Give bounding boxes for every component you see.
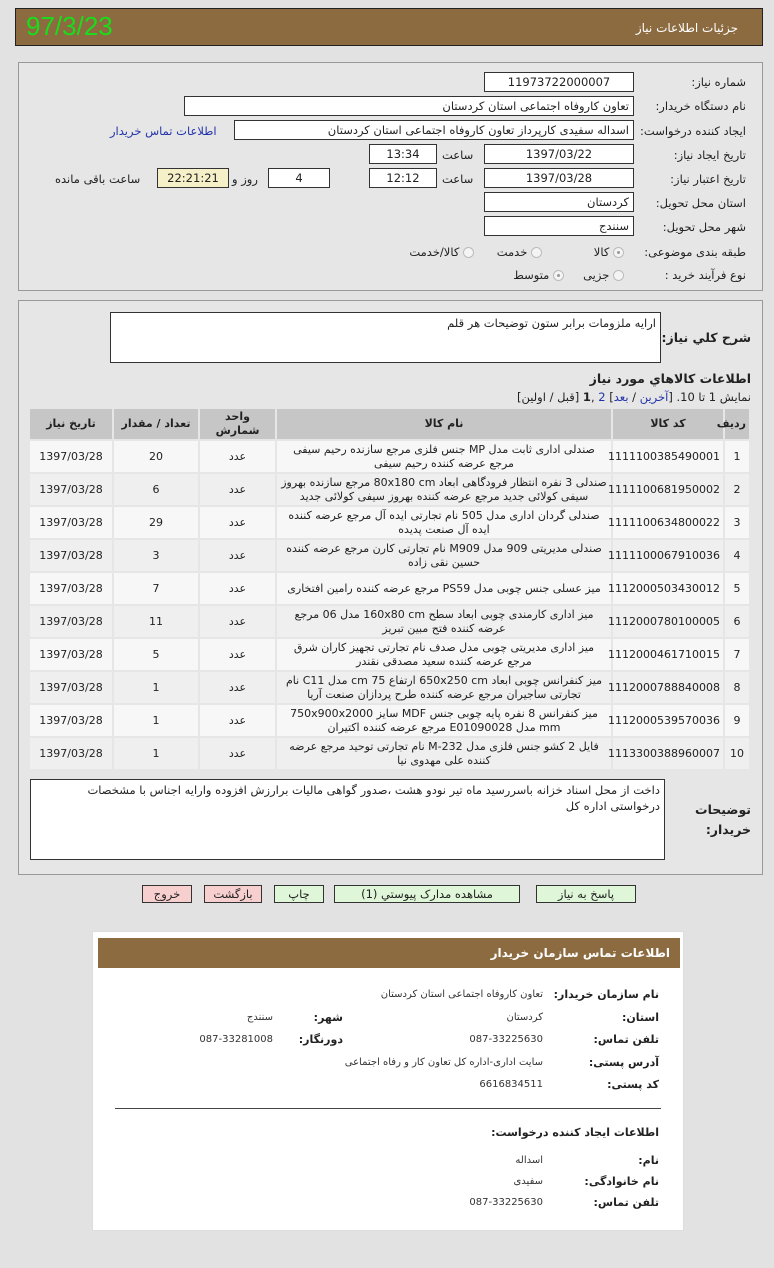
radio-icon: [553, 270, 564, 281]
cell-unit: عدد: [199, 506, 276, 539]
valid-time-label: ساعت: [442, 172, 474, 186]
province-label: استان:: [622, 1011, 659, 1024]
table-row: [29, 539, 750, 572]
cell-quantity: 1: [113, 704, 199, 737]
first-name-value: اسداله: [515, 1155, 543, 1166]
created-date-field: 1397/03/22: [484, 144, 634, 164]
cell-item-code: 1111100067910036: [612, 539, 724, 572]
cell-item-code: 1111100385490001: [612, 440, 724, 473]
paging-current-page: 1: [582, 390, 591, 404]
attachments-button[interactable]: مشاهده مدارک پیوستي (1): [334, 885, 520, 903]
table-row: [29, 473, 750, 506]
process-label: نوع فرآیند خرید :: [664, 268, 746, 282]
need-number-label: شماره نیاز:: [691, 75, 746, 89]
fax-label: دورنگار:: [298, 1033, 343, 1046]
radio-icon: [613, 270, 624, 281]
cell-item-code: 1112000503430012: [612, 572, 724, 605]
cell-unit: عدد: [199, 638, 276, 671]
postal-label: کد پستی:: [607, 1078, 659, 1091]
address-value: سایت اداری-اداره کل تعاون کار و رفاه اجتماعی: [344, 1057, 543, 1068]
province-value: کردستان: [506, 1012, 543, 1023]
last-name-value: سفیدی: [513, 1176, 543, 1187]
column-header-item-name: نام کالا: [276, 408, 612, 440]
cell-item-code: 1112000539570036: [612, 704, 724, 737]
cell-item-name: صندلی اداری ثابت مدل MP جنس فلزی مرجع سازنده رحیم سیفی مرجع عرضه کننده رحیم سیفی: [276, 440, 612, 473]
requester-section-title: اطلاعات ایجاد کننده درخواست:: [491, 1126, 659, 1139]
address-label: آدرس پستی:: [588, 1056, 659, 1069]
org-label: نام سازمان خریدار:: [553, 988, 659, 1001]
print-button[interactable]: چاپ: [274, 885, 324, 903]
table-row: [29, 671, 750, 704]
paging-next-link[interactable]: بعد: [613, 390, 629, 404]
created-time-field: 13:34: [369, 144, 437, 164]
buyer-notes-row: [30, 779, 751, 860]
cell-need-date: 1397/03/28: [29, 671, 113, 704]
province-field: کردستان: [484, 192, 634, 212]
date-stamp: 97/3/23: [26, 11, 113, 41]
contact-card-title: اطلاعات تماس سازمان خریدار: [98, 938, 680, 968]
category-service-radio[interactable]: [497, 245, 542, 259]
page-header: [15, 8, 763, 46]
column-header-need-date: تاریخ نیاز: [29, 408, 113, 440]
city-label: شهر محل تحویل:: [662, 220, 746, 234]
cell-unit: عدد: [199, 704, 276, 737]
cell-row-number: 7: [724, 638, 750, 671]
cell-item-name: میز اداری مدیریتی چوبی مدل صدف نام تجارتی تجهیز کاران شرق مرجع عرضه کننده سعید مصدقی نقندر: [276, 638, 612, 671]
table-row: [29, 572, 750, 605]
days-label: روز و: [232, 172, 258, 186]
radio-label: خدمت: [496, 245, 528, 259]
cell-unit: عدد: [199, 737, 276, 770]
cell-row-number: 6: [724, 605, 750, 638]
table-row: [29, 605, 750, 638]
table-header-row: [29, 408, 750, 440]
cell-need-date: 1397/03/28: [29, 704, 113, 737]
column-header-quantity: تعداد / مقدار: [113, 408, 199, 440]
cell-item-name: صندلی 3 نفره انتظار فرودگاهی ابعاد 80x180 cm مرجع سازنده بهروز سیفی کولائی جدید مرجع عرضه کننده بهروز سیفی کولائی جدید: [276, 473, 612, 506]
buyer-contact-link[interactable]: اطلاعات تماس خریدار: [110, 124, 217, 138]
description-label: شرح کلي نياز:: [661, 330, 751, 345]
table-row: [29, 440, 750, 473]
cell-row-number: 9: [724, 704, 750, 737]
column-header-row-number: ردیف: [724, 408, 750, 440]
cell-need-date: 1397/03/28: [29, 638, 113, 671]
cell-item-name: فایل 2 کشو جنس فلزی مدل M-232 نام تجارتی توحید مرجع عرضه کننده علی مهدوی نیا: [276, 737, 612, 770]
cell-quantity: 11: [113, 605, 199, 638]
items-panel: [18, 300, 763, 875]
category-goods-radio[interactable]: [594, 245, 624, 259]
requester-phone-value: 087-33225630: [469, 1197, 543, 1208]
cell-unit: عدد: [199, 440, 276, 473]
first-name-label: نام:: [638, 1154, 659, 1167]
reply-button[interactable]: پاسخ به نیاز: [536, 885, 636, 903]
requester-phone-label: تلفن تماس:: [593, 1196, 659, 1209]
cell-item-name: صندلی مدیریتی 909 مدل M909 نام تجارتی کارن مرجع عرضه کننده حسین نقی زاده: [276, 539, 612, 572]
cell-need-date: 1397/03/28: [29, 506, 113, 539]
cell-need-date: 1397/03/28: [29, 605, 113, 638]
cell-need-date: 1397/03/28: [29, 539, 113, 572]
created-date-label: تاریخ ایجاد نیاز:: [673, 148, 746, 162]
radio-label: جزیی: [583, 268, 610, 282]
cell-item-code: 1111100681950002: [612, 473, 724, 506]
cell-need-date: 1397/03/28: [29, 440, 113, 473]
paging-sep: /: [628, 390, 640, 404]
main-flow: [18, 300, 763, 1231]
cell-quantity: 20: [113, 440, 199, 473]
cell-quantity: 5: [113, 638, 199, 671]
cell-unit: عدد: [199, 539, 276, 572]
radio-icon: [463, 247, 474, 258]
created-time-label: ساعت: [442, 148, 474, 162]
page-title: جزئیات اطلاعات نیاز: [635, 21, 738, 35]
cell-quantity: 6: [113, 473, 199, 506]
pagination: [30, 390, 751, 404]
table-row: [29, 737, 750, 770]
cell-item-name: صندلی گردان اداری مدل 505 نام تجارتی ایده آل مرجع عرضه کننده ایده آل صنعت پدیده: [276, 506, 612, 539]
category-label: طبقه بندی موضوعی:: [644, 245, 746, 259]
back-button[interactable]: بازگشت: [204, 885, 262, 903]
process-minor-radio[interactable]: [583, 268, 624, 282]
cell-row-number: 8: [724, 671, 750, 704]
cell-item-code: 1112000788840008: [612, 671, 724, 704]
cell-quantity: 1: [113, 671, 199, 704]
cell-unit: عدد: [199, 605, 276, 638]
cell-quantity: 7: [113, 572, 199, 605]
time-remaining-field: 22:21:21: [157, 168, 229, 188]
org-value: تعاون کاروفاه اجتماعی استان کردستان: [380, 989, 543, 1000]
category-both-radio[interactable]: [409, 245, 474, 259]
column-header-item-code: کد کالا: [612, 408, 724, 440]
requester-field: اسداله سفیدی کارپرداز تعاون کاروفاه اجتماعی استان کردستان: [234, 120, 634, 140]
cell-row-number: 2: [724, 473, 750, 506]
postal-value: 6616834511: [479, 1079, 543, 1090]
action-buttons: [18, 875, 763, 921]
cell-item-code: 1112000780100005: [612, 605, 724, 638]
cell-need-date: 1397/03/28: [29, 572, 113, 605]
paging-page-2-link[interactable]: 2: [598, 390, 606, 404]
cell-item-name: میز عسلی جنس چوبی مدل PS59 مرجع عرضه کننده رامین افتخاری: [276, 572, 612, 605]
cell-quantity: 29: [113, 506, 199, 539]
phone-label: تلفن تماس:: [593, 1033, 659, 1046]
city-field: سنندج: [484, 216, 634, 236]
paging-text: نمایش 1 تا 10. [: [668, 390, 751, 404]
valid-date-field: 1397/03/28: [484, 168, 634, 188]
buyer-contact-card: [92, 931, 684, 1231]
cell-row-number: 1: [724, 440, 750, 473]
items-table: [28, 407, 751, 771]
paging-text: ,: [590, 390, 599, 404]
cell-row-number: 3: [724, 506, 750, 539]
cell-row-number: 5: [724, 572, 750, 605]
cell-row-number: 4: [724, 539, 750, 572]
buyer-org-field: تعاون کاروفاه اجتماعی استان کردستان: [184, 96, 634, 116]
cell-item-code: 1112000461710015: [612, 638, 724, 671]
buyer-notes-textarea[interactable]: داخت از محل اسناد خزانه باسررسید ماه تیر نودو هشت ،صدور گواهی مالیات برارزش افزوده وارایه اجناس با مشخصات درخواستی اداره کل: [30, 779, 665, 860]
valid-time-field: 12:12: [369, 168, 437, 188]
items-title: اطلاعات كالاهاي مورد نياز: [589, 371, 751, 386]
exit-button[interactable]: خروج: [142, 885, 192, 903]
process-medium-radio[interactable]: [513, 268, 564, 282]
paging-text: ]: [605, 390, 614, 404]
cell-need-date: 1397/03/28: [29, 737, 113, 770]
paging-last-link[interactable]: آخرین: [639, 390, 669, 404]
table-row: [29, 638, 750, 671]
radio-icon: [613, 247, 624, 258]
cell-item-name: میز کنفرانس 8 نفره پایه چوبی جنس MDF سایز 750x900x2000 mm مدل E01090028 مرجع عرضه کننده اکتیران: [276, 704, 612, 737]
cell-unit: عدد: [199, 473, 276, 506]
cell-quantity: 3: [113, 539, 199, 572]
radio-label: متوسط: [513, 268, 550, 282]
city-label: شهر:: [313, 1011, 343, 1024]
time-remaining-label: ساعت باقی مانده: [55, 172, 141, 186]
days-remaining-field: 4: [268, 168, 330, 188]
divider: [115, 1108, 661, 1109]
buyer-org-label: نام دستگاه خریدار:: [655, 99, 746, 113]
radio-label: کالا/خدمت: [409, 245, 460, 259]
requester-label: ایجاد کننده درخواست:: [640, 124, 746, 138]
description-textarea[interactable]: ارایه ملزومات برابر ستون توضیحات هر قلم: [110, 312, 661, 363]
paging-text: [قبل / اولین]: [516, 390, 583, 404]
cell-item-name: میز کنفرانس چوبی ابعاد 650x250 cm ارتفاع 75 cm مدل C11 نام تجارتی ساجیران مرجع عرضه کننده طرح پردازان صنعت آریا: [276, 671, 612, 704]
last-name-label: نام خانوادگی:: [584, 1175, 659, 1188]
valid-date-label: تاریخ اعتبار نیاز:: [670, 172, 746, 186]
cell-unit: عدد: [199, 671, 276, 704]
need-number-field: 1197372200000​7: [484, 72, 634, 92]
column-header-unit: واحد شمارش: [199, 408, 276, 440]
table-row: [29, 506, 750, 539]
buyer-notes-label: توضیحات خریدار:: [695, 801, 751, 837]
description-row: [30, 312, 751, 363]
radio-label: کالا: [593, 245, 610, 259]
table-row: [29, 704, 750, 737]
cell-need-date: 1397/03/28: [29, 473, 113, 506]
province-label: استان محل تحویل:: [655, 196, 746, 210]
city-value: سنندج: [246, 1012, 273, 1023]
fax-value: 087-33281008: [199, 1034, 273, 1045]
cell-row-number: 10: [724, 737, 750, 770]
cell-item-code: 1113300388960007: [612, 737, 724, 770]
cell-item-name: میز اداری کارمندی چوبی ابعاد سطح 160x80 cm مدل 06 مرجع عرضه کننده فتح مبین تبریز: [276, 605, 612, 638]
radio-icon: [531, 247, 542, 258]
cell-quantity: 1: [113, 737, 199, 770]
cell-unit: عدد: [199, 572, 276, 605]
cell-item-code: 1111100634800022: [612, 506, 724, 539]
phone-value: 087-33225630: [469, 1034, 543, 1045]
